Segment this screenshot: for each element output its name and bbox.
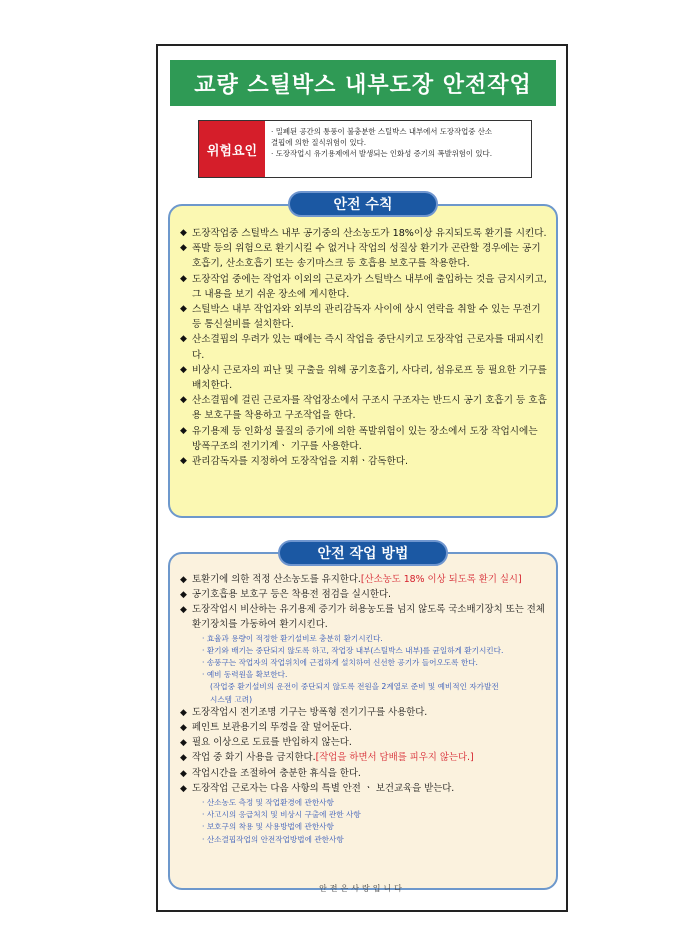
method-item: ◆ 페인트 보관용기의 뚜껑을 잘 덮어둔다. xyxy=(180,721,550,736)
diamond-bullet-icon: ◆ xyxy=(180,304,187,315)
safety-sheet xyxy=(156,44,568,912)
work-methods-heading: 안전 작업 방법 xyxy=(278,540,448,566)
rule-item: ◆ 산소결핍에 걸린 근로자를 작업장소에서 구조시 구조자는 반드시 공기 호흡기 등 호흡용 보호구를 착용하고 구조작업을 한다. xyxy=(180,393,548,423)
risk-label: 위험요인 xyxy=(199,121,265,177)
method-item: ◆ 도장작업시 비산하는 유기용제 증기가 허용농도를 넘지 않도록 국소배기장치 또는 전체 환기장치를 가동하여 환기시킨다. xyxy=(180,603,550,632)
risk-line: · 밀폐된 공간의 통풍이 불충분한 스틸박스 내부에서 도장작업중 산소 xyxy=(271,127,493,136)
safety-rules-heading: 안전 수칙 xyxy=(288,191,438,217)
risk-description xyxy=(265,121,531,177)
method-item: ◆ 공기호흡용 보호구 등은 착용전 점검을 실시한다. xyxy=(180,588,550,603)
method-note-red: [산소농도 18% 이상 되도록 환기 실시] xyxy=(360,574,522,585)
rule-item: ◆ 산소결핍의 우려가 있는 때에는 즉시 작업을 중단시키고 도장작업 근로자를 대피시킨다. xyxy=(180,332,548,362)
footer-slogan: 안전은사랑입니다 xyxy=(319,884,405,893)
rule-item: ◆ 유기용제 등 인화성 물질의 증기에 의한 폭발위험이 있는 장소에서 도장 작업시에는 방폭구조의 전기기계ㆍ 기구를 사용한다. xyxy=(180,424,548,454)
safety-rules-list xyxy=(180,226,548,469)
diamond-bullet-icon: ◆ xyxy=(180,768,187,779)
rule-item: ◆ 도장작업 중에는 작업자 이외의 근로자가 스틸박스 내부에 출입하는 것을 금지시키고, 그 내용을 보기 쉬운 장소에 게시한다. xyxy=(180,272,548,302)
method-subitem: · 사고시의 응급처치 및 비상시 구출에 관한 사항 xyxy=(202,810,361,820)
diamond-bullet-icon: ◆ xyxy=(180,273,187,284)
diamond-bullet-icon: ◆ xyxy=(180,425,187,436)
rule-item: ◆ 스틸박스 내부 작업자와 외부의 관리감독자 사이에 상시 연락을 취할 수 있는 무전기 등 통신설비를 설치한다. xyxy=(180,302,548,332)
method-subitem: · 보호구의 착용 및 사용방법에 관한사항 xyxy=(202,822,334,832)
method-subnote: (작업중 환기설비의 운전이 중단되지 않도록 전원을 2계열로 준비 및 예비적인 자가발전 xyxy=(210,682,499,692)
title-banner xyxy=(170,60,556,106)
method-subitem: · 산소결핍작업의 안전작업방법에 관한사항 xyxy=(202,834,344,844)
method-item: ◆ 토환기에 의한 적정 산소농도를 유지한다.[산소농도 18% 이상 되도록 환기 실시] xyxy=(180,573,550,588)
method-subitem: · 환기와 배기는 중단되지 않도록 하고, 작업장 내부(스틸박스 내부)를 균일하게 환기시킨다. xyxy=(202,645,504,655)
diamond-bullet-icon: ◆ xyxy=(180,753,187,764)
risk-line: 결핍에 의한 질식위험이 있다. xyxy=(271,138,367,147)
diamond-bullet-icon: ◆ xyxy=(180,707,187,718)
diamond-bullet-icon: ◆ xyxy=(180,243,187,254)
diamond-bullet-icon: ◆ xyxy=(180,723,187,734)
method-item: ◆ 도장작업시 전기조명 기구는 방폭형 전기기구를 사용한다. xyxy=(180,706,550,721)
method-subnote: 시스템 고려) xyxy=(210,694,253,704)
rule-item: ◆ 비상시 근로자의 피난 및 구출을 위해 공기호흡기, 사다리, 섬유로프 등 필요한 기구를 배치한다. xyxy=(180,363,548,393)
method-subitem: · 효율과 용량이 적정한 환기설비로 충분히 환기시킨다. xyxy=(202,633,383,643)
diamond-bullet-icon: ◆ xyxy=(180,738,187,749)
diamond-bullet-icon: ◆ xyxy=(180,783,187,794)
method-note-red: [작업을 하면서 담배를 피우지 않는다.] xyxy=(315,752,474,764)
rule-item: ◆ 관리감독자를 지정하여 도장작업을 지휘ㆍ감독한다. xyxy=(180,454,548,469)
method-subitem: · 송풍구는 작업자의 작업위치에 근접하게 설치하여 신선한 공기가 들어오도록 한다. xyxy=(202,658,478,667)
risk-factor-box xyxy=(198,120,532,178)
method-subitem: · 산소농도 측정 및 작업환경에 관한사항 xyxy=(202,798,334,808)
diamond-bullet-icon: ◆ xyxy=(180,456,187,467)
method-item: ◆ 도장작업 근로자는 다음 사항의 특별 안전 ㆍ 보건교육을 받는다. xyxy=(180,782,550,797)
method-subitem: · 예비 동력원을 확보한다. xyxy=(202,670,288,680)
diamond-bullet-icon: ◆ xyxy=(180,395,187,406)
page-title: 교량 스틸박스 내부도장 안전작업 xyxy=(194,72,532,98)
diamond-bullet-icon: ◆ xyxy=(180,590,187,601)
method-item: ◆ 작업시간을 조절하여 충분한 휴식을 한다. xyxy=(180,767,550,782)
diamond-bullet-icon: ◆ xyxy=(180,334,187,345)
method-item: ◆ 필요 이상으로 도료를 반입하지 않는다. xyxy=(180,736,550,751)
work-methods-list xyxy=(180,573,550,846)
work-methods-panel xyxy=(168,552,558,890)
rule-item: ◆ 폭발 등의 위험으로 환기시킬 수 없거나 작업의 성질상 환기가 곤란할 경우에는 공기호흡기, 산소호흡기 또는 송기마스크 등 호흡용 보호구를 착용한다. xyxy=(180,241,548,271)
safety-rules-panel xyxy=(168,204,558,518)
diamond-bullet-icon: ◆ xyxy=(180,364,187,375)
diamond-bullet-icon: ◆ xyxy=(180,575,187,585)
risk-line: · 도장작업시 유기용제에서 발생되는 인화성 증기의 폭발위험이 있다. xyxy=(271,149,493,158)
diamond-bullet-icon: ◆ xyxy=(180,605,187,616)
rule-item: ◆ 도장작업중 스틸박스 내부 공기중의 산소농도가 18%이상 유지되도록 환기를 시킨다. xyxy=(180,226,548,241)
method-item: ◆ 작업 중 화기 사용을 금지한다.[작업을 하면서 담배를 피우지 않는다.] xyxy=(180,751,550,766)
diamond-bullet-icon: ◆ xyxy=(180,228,187,238)
